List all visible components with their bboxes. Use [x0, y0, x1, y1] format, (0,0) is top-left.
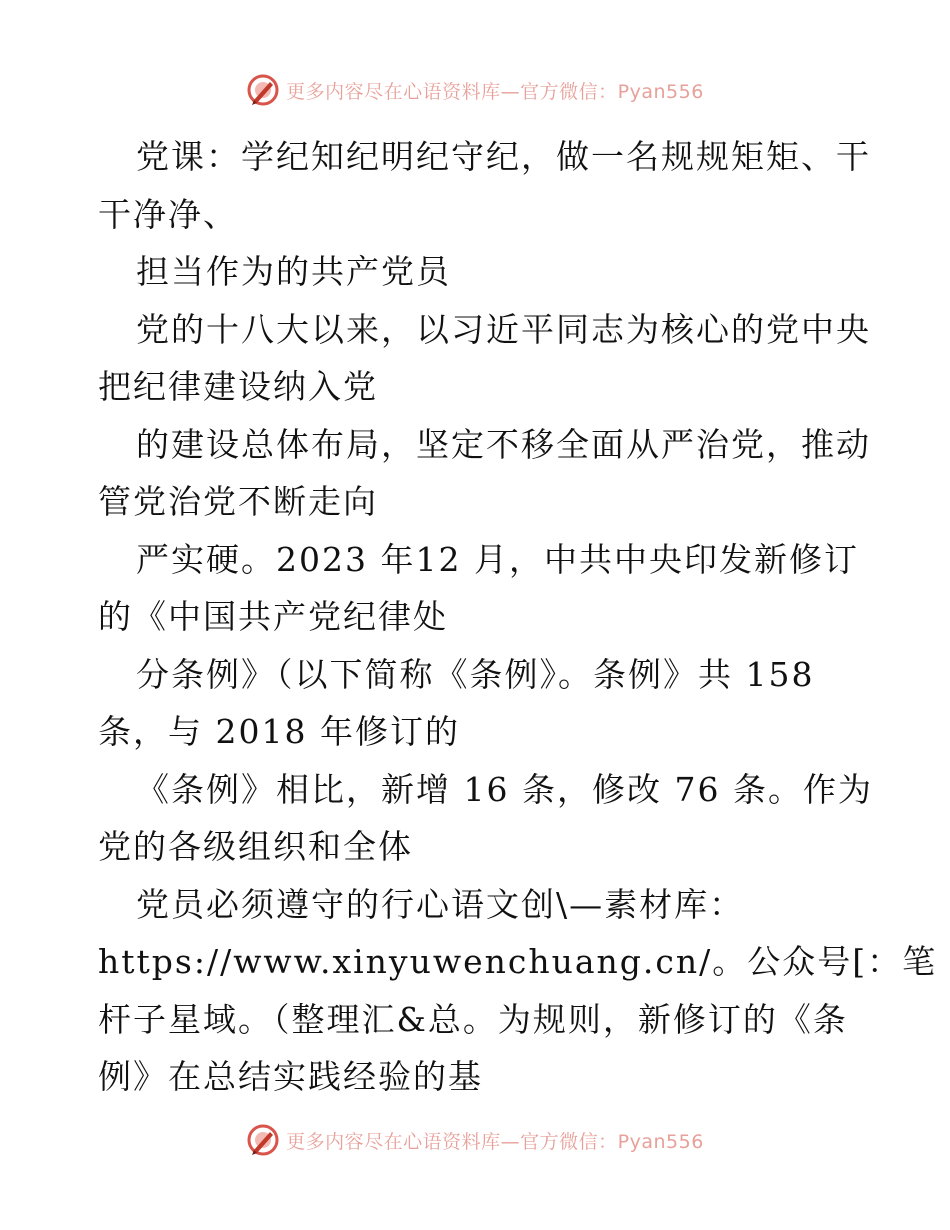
body-line: 党的各级组织和全体	[98, 827, 413, 866]
pen-logo-icon	[246, 73, 280, 107]
body-line: 例》在总结实践经验的基	[98, 1057, 483, 1096]
body-line: 党员必须遵守的行心语文创\—素材库：	[136, 884, 745, 924]
header-banner-text: 更多内容尽在心语资料库—官方微信：Pyan556	[286, 80, 704, 103]
body-line: 杆子星域。（整理汇&总。为规则，新修订的《条	[98, 999, 848, 1039]
body-line: 《条例》相比，新增 16 条，修改 76 条。作为	[136, 769, 873, 809]
footer-banner-text: 更多内容尽在心语资料库—官方微信：Pyan556	[286, 1130, 704, 1153]
footer-banner	[0, 1120, 950, 1160]
pen-logo-icon	[246, 1123, 280, 1157]
document-body	[98, 128, 938, 1106]
body-line: 干净净、	[98, 194, 238, 234]
body-line: https://www.xinyuwenchuang.cn/。公众号[：笔	[98, 942, 938, 981]
body-line: 党课：学纪知纪明纪守纪，做一名规规矩矩、干	[136, 137, 871, 176]
body-line: 把纪律建设纳入党	[98, 367, 378, 406]
body-line: 严实硬。2023 年12 月，中共中央印发新修订	[136, 539, 859, 579]
body-line: 党的十八大以来，以习近平同志为核心的党中央	[136, 309, 871, 349]
body-line: 管党治党不断走向	[98, 482, 378, 521]
body-line: 担当作为的共产党员	[136, 252, 451, 291]
body-line: 的建设总体布局，坚定不移全面从严治党，推动	[136, 424, 871, 464]
header-banner	[0, 70, 950, 110]
body-line: 的《中国共产党纪律处	[98, 597, 448, 636]
body-line: 分条例》（以下简称《条例》。条例》共 158	[136, 654, 815, 694]
body-line: 条，与 2018 年修订的	[98, 712, 460, 751]
